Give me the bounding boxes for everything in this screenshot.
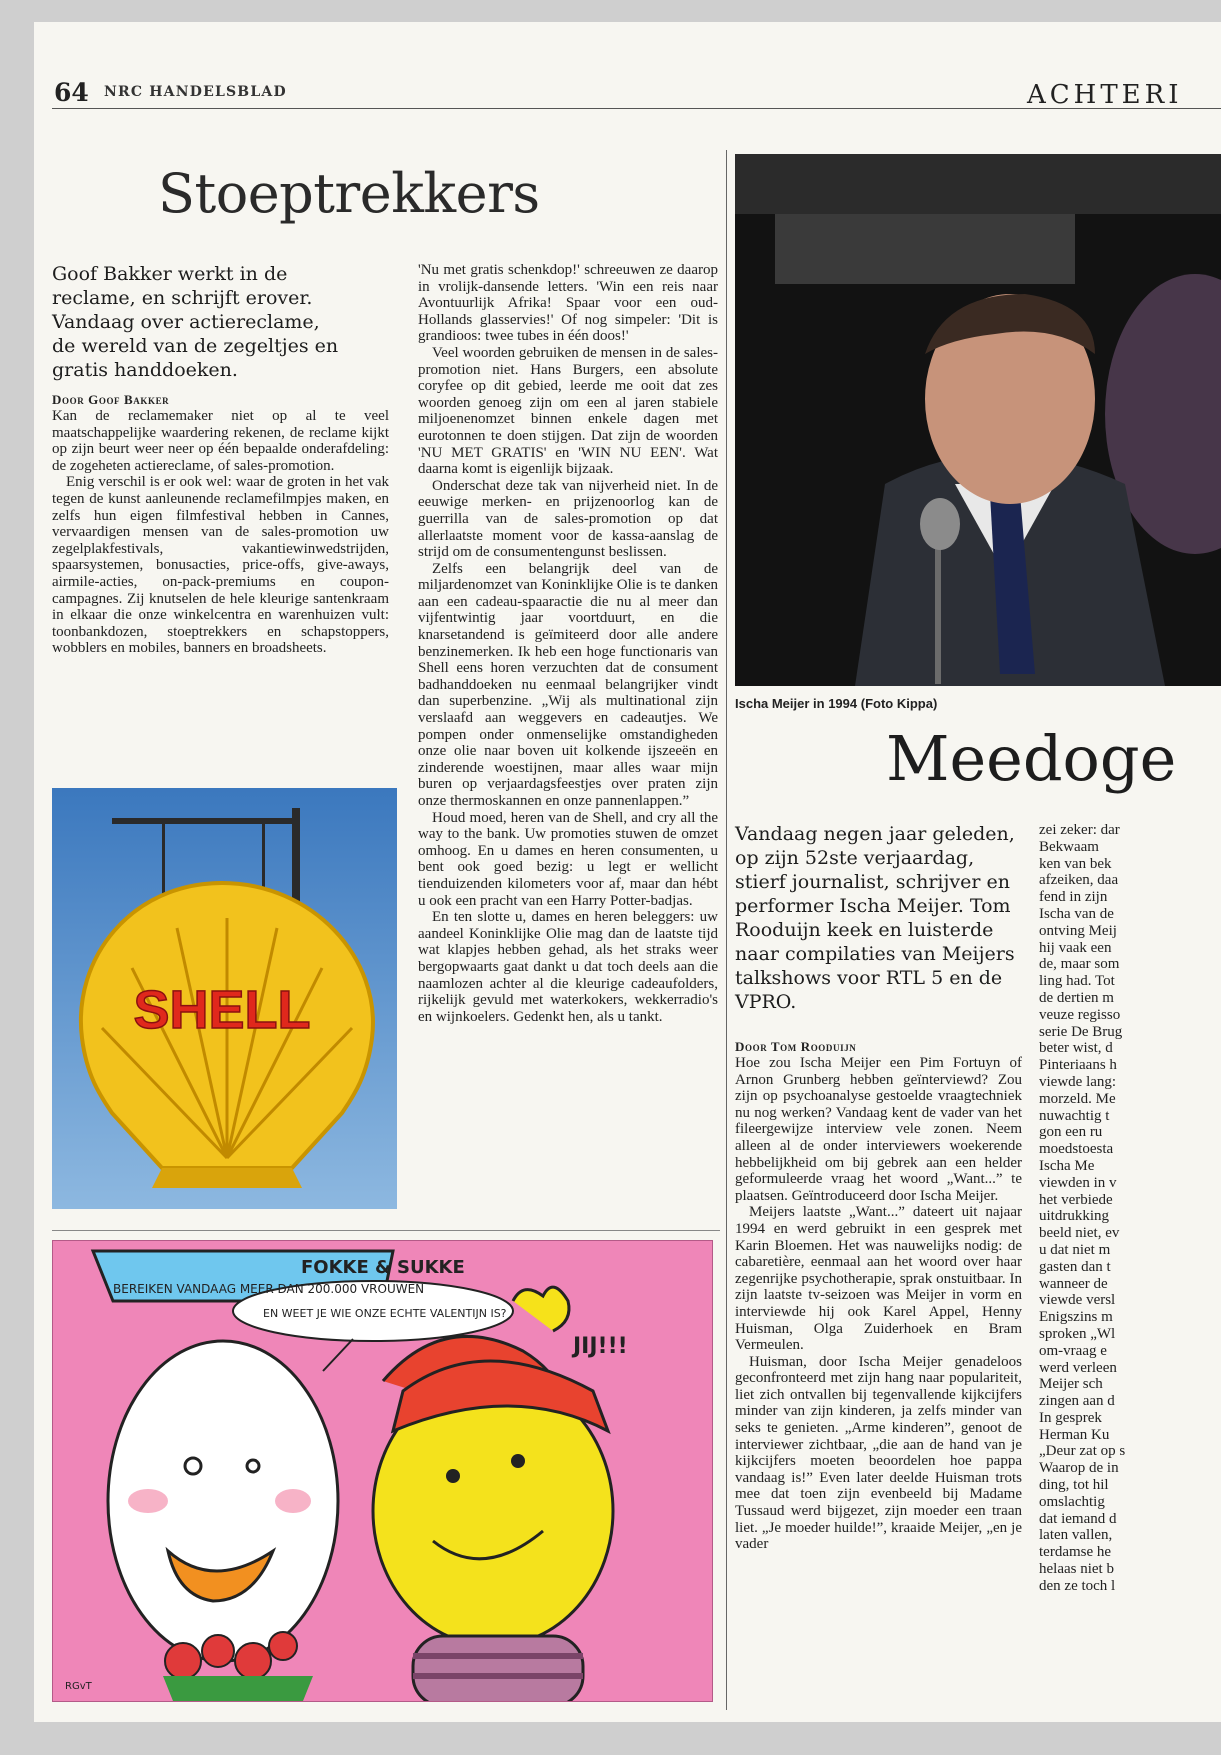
paragraph: Meijers laatste „Want...” dateert uit najaar 1994 en werd gebruikt in een gesprek met Karin Bloemen. Het was nauwelijks nodig: de cabaretière, eenmaal aan het woord over haar zegenrijke psychotherapie, sprak onstuitbaar. In zijn laatste tv-seizoen was Meijer in vorm en interviewde hij ook Karel Appel, Henny Huisman, Olga Zuiderhoek en Bram Vermeulen. xyxy=(735,1204,1022,1354)
column-line: viewde lang: xyxy=(1039,1073,1117,1090)
column-line: veuze regisso xyxy=(1039,1006,1121,1023)
column-line: zingen aan d xyxy=(1039,1393,1115,1410)
article2-column1 xyxy=(735,1055,1022,1717)
column-line: morzeld. Me xyxy=(1039,1090,1116,1107)
column-line: moedstoesta xyxy=(1039,1141,1114,1158)
comic-illustration xyxy=(53,1241,712,1701)
paragraph: Veel woorden gebruiken de mensen in de sales-promotion niet. Hans Burgers, een absolute coryfee op dit gebied, leerde me ooit dat zes woorden genoeg zijn om een al jaren stabiele miljoenenomzet binnen enkele dagen met eurotonnen te doen stijgen. Dat zijn de woorden 'NU MET GRATIS' en 'WIN NU EEN'. Wat daarna komt is eigenlijk bijzaak. xyxy=(418,344,718,478)
shell-sign-photo xyxy=(52,788,397,1209)
paragraph: Kan de reclamemaker niet op al te veel maatschappelijke waardering rekenen, de reclame kijkt op zijn beurt weer neer op één bepaalde onderafdeling: de zogeheten actiereclame, of sales-promotion. xyxy=(52,408,389,474)
column-line: Meijer sch xyxy=(1039,1376,1103,1393)
ischa-meijer-photo xyxy=(735,154,1221,686)
column-line: nuwachtig t xyxy=(1039,1107,1110,1124)
column-line: sproken „Wl xyxy=(1039,1325,1116,1342)
column-line: viewden in v xyxy=(1039,1174,1117,1191)
paragraph: En ten slotte u, dames en heren beleggers: uw aandeel Koninklijke Olie mag dan de laatste tijd wat klapjes hebben gehad, als het straks weer bergopwaarts gaat dankt u dat toch deels aan die naamlozen achter al die kleurige cadeaufolders, rijkelijk gevuld met waterkokers, wekkerradio's en wijnkoelers. Gedenkt hen, als u tankt. xyxy=(418,909,718,1025)
column-line: u dat niet m xyxy=(1039,1241,1111,1258)
column-line: viewde versl xyxy=(1039,1292,1116,1309)
article1-column2 xyxy=(418,262,718,1210)
column-line: beter wist, d xyxy=(1039,1040,1113,1057)
paragraph: 'Nu met gratis schenkdop!' schreeuwen ze daarop in vrolijk-dansende letters. 'Win een reis naar Avontuurlijk Afrika! Spaar voor een oud-Hollands glasservies!' Of nog simpeler: 'Dit is grandioos: twee tubes in één doos!' xyxy=(418,262,718,345)
newspaper-page xyxy=(34,22,1221,1722)
column-line: beeld niet, ev xyxy=(1039,1225,1120,1242)
column-line: Bekwaam xyxy=(1039,838,1099,855)
comic-bubble: EN WEET JE WIE ONZE ECHTE VALENTIJN IS? xyxy=(263,1307,507,1320)
column-line: om-vraag e xyxy=(1039,1342,1107,1359)
column-line: In gesprek xyxy=(1039,1409,1102,1426)
paragraph: Onderschat deze tak van nijverheid niet. In de eeuwige merken- en prijzenoorlog kan de guerrilla van de sales-promotion op dat allerlaatste moment voor de kassa-aanslag de strijd om de consumentengunst beslissen. xyxy=(418,477,718,561)
article-divider xyxy=(52,1230,720,1231)
comic-reply: JIJ!!! xyxy=(573,1334,628,1359)
portrait-illustration xyxy=(735,154,1221,686)
paragraph: Hoe zou Ischa Meijer een Pim Fortuyn of Arnon Grunberg hebben geïnterviewd? Zou zijn op psychoanalyse gestoelde vraagtechniek nu nog werken? Vandaag kent de vader van het fileergewijze interview vele zonen. Neem alleen al de onder interviewers woekerende hebbelijkheid om bij gebrek aan een helder geformuleerde vraag het woord „Want...” te plaatsen. Geïntroduceerd door Ischa Meijer. xyxy=(735,1055,1022,1204)
column-line: Enigszins m xyxy=(1039,1309,1113,1326)
column-line: „Deur zat op s xyxy=(1039,1443,1126,1460)
column-line: Waarop de in xyxy=(1039,1460,1119,1477)
column-line: hij vaak een xyxy=(1039,939,1112,956)
shell-sign-illustration xyxy=(52,788,397,1209)
column-line: ding, tot hil xyxy=(1039,1477,1109,1494)
paragraph: Zelfs een belangrijk deel van de miljardenomzet van Koninklijke Olie is te danken aan een cadeau-spaaractie die nu al meer dan vijfentwintig jaar voortduurt, en die knarsetandend is geïmiteerd door alle andere benzinemerken. Ik heb een hoge functionaris van Shell eens horen verzuchten dat de consument badhanddoeken nu eenmaal belangrijker vindt dan superbenzine. „Wij als multinational zijn verslaafd aan weggevers en cadeautjes. We pompen onder onmenselijke omstandigheden onze olie naar boven uit kolkende ijszeeën en zinderende woestijnen, maar alles waar mijn buren op verjaardagsfeestjes over praten zijn onze thermoskannen en onze pannenlappen.” xyxy=(418,560,718,809)
column-line: omslachtig xyxy=(1039,1493,1105,1510)
column-line: Ischa van de xyxy=(1039,905,1114,922)
comic-line1: BEREIKEN VANDAAG MEER DAN 200.000 VROUWEN xyxy=(113,1282,425,1296)
column-line: gasten dan t xyxy=(1039,1258,1111,1275)
column-line: afzeiken, daa xyxy=(1039,872,1119,889)
column-line: werd verleen xyxy=(1039,1359,1117,1376)
column-line: dat iemand d xyxy=(1039,1510,1117,1527)
article2-headline: Meedoge xyxy=(886,722,1177,795)
paragraph: Enig verschil is er ook wel: waar de groten in het vak tegen de kunst aanleunende reclamefilmpjes maken, en zelfs hun eigen filmfestival hebben in Cannes, vervaardigen mensen van de sales-promotion uw zegelplakfestivals, vakantiewinwedstrijden, spaarsystemen, bonusacties, price-offs, give-aways, airmile-acties, on-pack-premiums en coupon-campagnes. Zij knutselen de hele kleurige santenkraam in elkaar die onze winkelcentra en warenhuizen vult: toonbankdozen, stoeptrekkers en schapstoppers, wobblers en mobiles, banners en broadsheets. xyxy=(52,474,389,657)
article1-kicker: Goof Bakker werkt in de reclame, en schrijft erover. Vandaag over actiereclame, de wereld van de zegeltjes en gratis handdoeken. xyxy=(52,263,339,381)
comic-signature: RGvT xyxy=(65,1681,92,1692)
column-line: gon een ru xyxy=(1039,1124,1103,1141)
column-line: de, maar som xyxy=(1039,956,1120,973)
shell-logo-text: SHELL xyxy=(133,980,311,1040)
column-line: serie De Brug xyxy=(1039,1023,1123,1040)
column-line: den ze toch l xyxy=(1039,1577,1116,1594)
column-line: Pinteriaans h xyxy=(1039,1057,1117,1074)
column-line: het verbiede xyxy=(1039,1191,1113,1208)
article1-column1 xyxy=(52,408,389,776)
column-line: laten vallen, xyxy=(1039,1527,1113,1544)
comic-strip xyxy=(52,1240,713,1702)
column-line: de dertien m xyxy=(1039,989,1114,1006)
article1-byline: Door Goof Bakker xyxy=(52,392,170,407)
article2-byline: Door Tom Rooduijn xyxy=(735,1039,857,1054)
column-line: fend in zijn xyxy=(1039,889,1108,906)
column-line: Ischa Me xyxy=(1039,1157,1095,1174)
column-line: helaas niet b xyxy=(1039,1561,1114,1578)
column-line: terdamse he xyxy=(1039,1544,1112,1561)
paragraph: Huisman, door Ischa Meijer genadeloos geconfronteerd met zijn hang naar populariteit, liet zich ontvallen bij tegenvallende kijkcijfers minder van zijn kinderen, ja zelfs minder van seks te genieten. „Arme kinderen”, genoot de interviewer zichtbaar, „die aan de hand van je kijkcijfers moeten beoordelen hoe pappa vandaag is!” Even later deelde Huisman trots mee dat toen zijn evenbeeld bij Madame Tussaud werd bijgezet, zijn moeder een traan liet. „Je moeder huilde!”, kraaide Meijer, „en je vader xyxy=(735,1353,1022,1553)
column-line: Herman Ku xyxy=(1039,1426,1110,1443)
column-line: ling had. Tot xyxy=(1039,973,1115,990)
column-line: zei zeker: dar xyxy=(1039,822,1120,838)
paragraph: Houd moed, heren van de Shell, and cry all the way to the bank. Uw promoties stuwen de omzet omhoog. En u dames en heren consumenten, u bent ook goed bezig: u legt er wellicht tienduizenden kilometers voor af, maar dan hébt u ook een pracht van een Harry Potter-badjas. xyxy=(418,809,718,909)
article1-headline: Stoeptrekkers xyxy=(158,162,540,225)
article2-column2 xyxy=(1039,822,1221,1712)
comic-title: FOKKE & SUKKE xyxy=(301,1257,465,1278)
paper-name: NRC HANDELSBLAD xyxy=(104,84,287,100)
column-line: uitdrukking xyxy=(1039,1208,1109,1225)
column-line: ken van bek xyxy=(1039,855,1112,872)
column-line: ontving Meij xyxy=(1039,922,1117,939)
article2-kicker: Vandaag negen jaar geleden, op zijn 52ste verjaardag, stierf journalist, schrijver en performer Ischa Meijer. Tom Rooduijn keek en luisterde naar compilaties van Meijers talkshows voor RTL 5 en de VPRO. xyxy=(735,823,1015,1013)
column-line: wanneer de xyxy=(1039,1275,1108,1292)
page-number: 64 xyxy=(54,78,89,107)
section-name: ACHTERI xyxy=(1027,80,1183,110)
column-divider xyxy=(726,150,727,1710)
photo-caption: Ischa Meijer in 1994 (Foto Kippa) xyxy=(735,696,938,711)
